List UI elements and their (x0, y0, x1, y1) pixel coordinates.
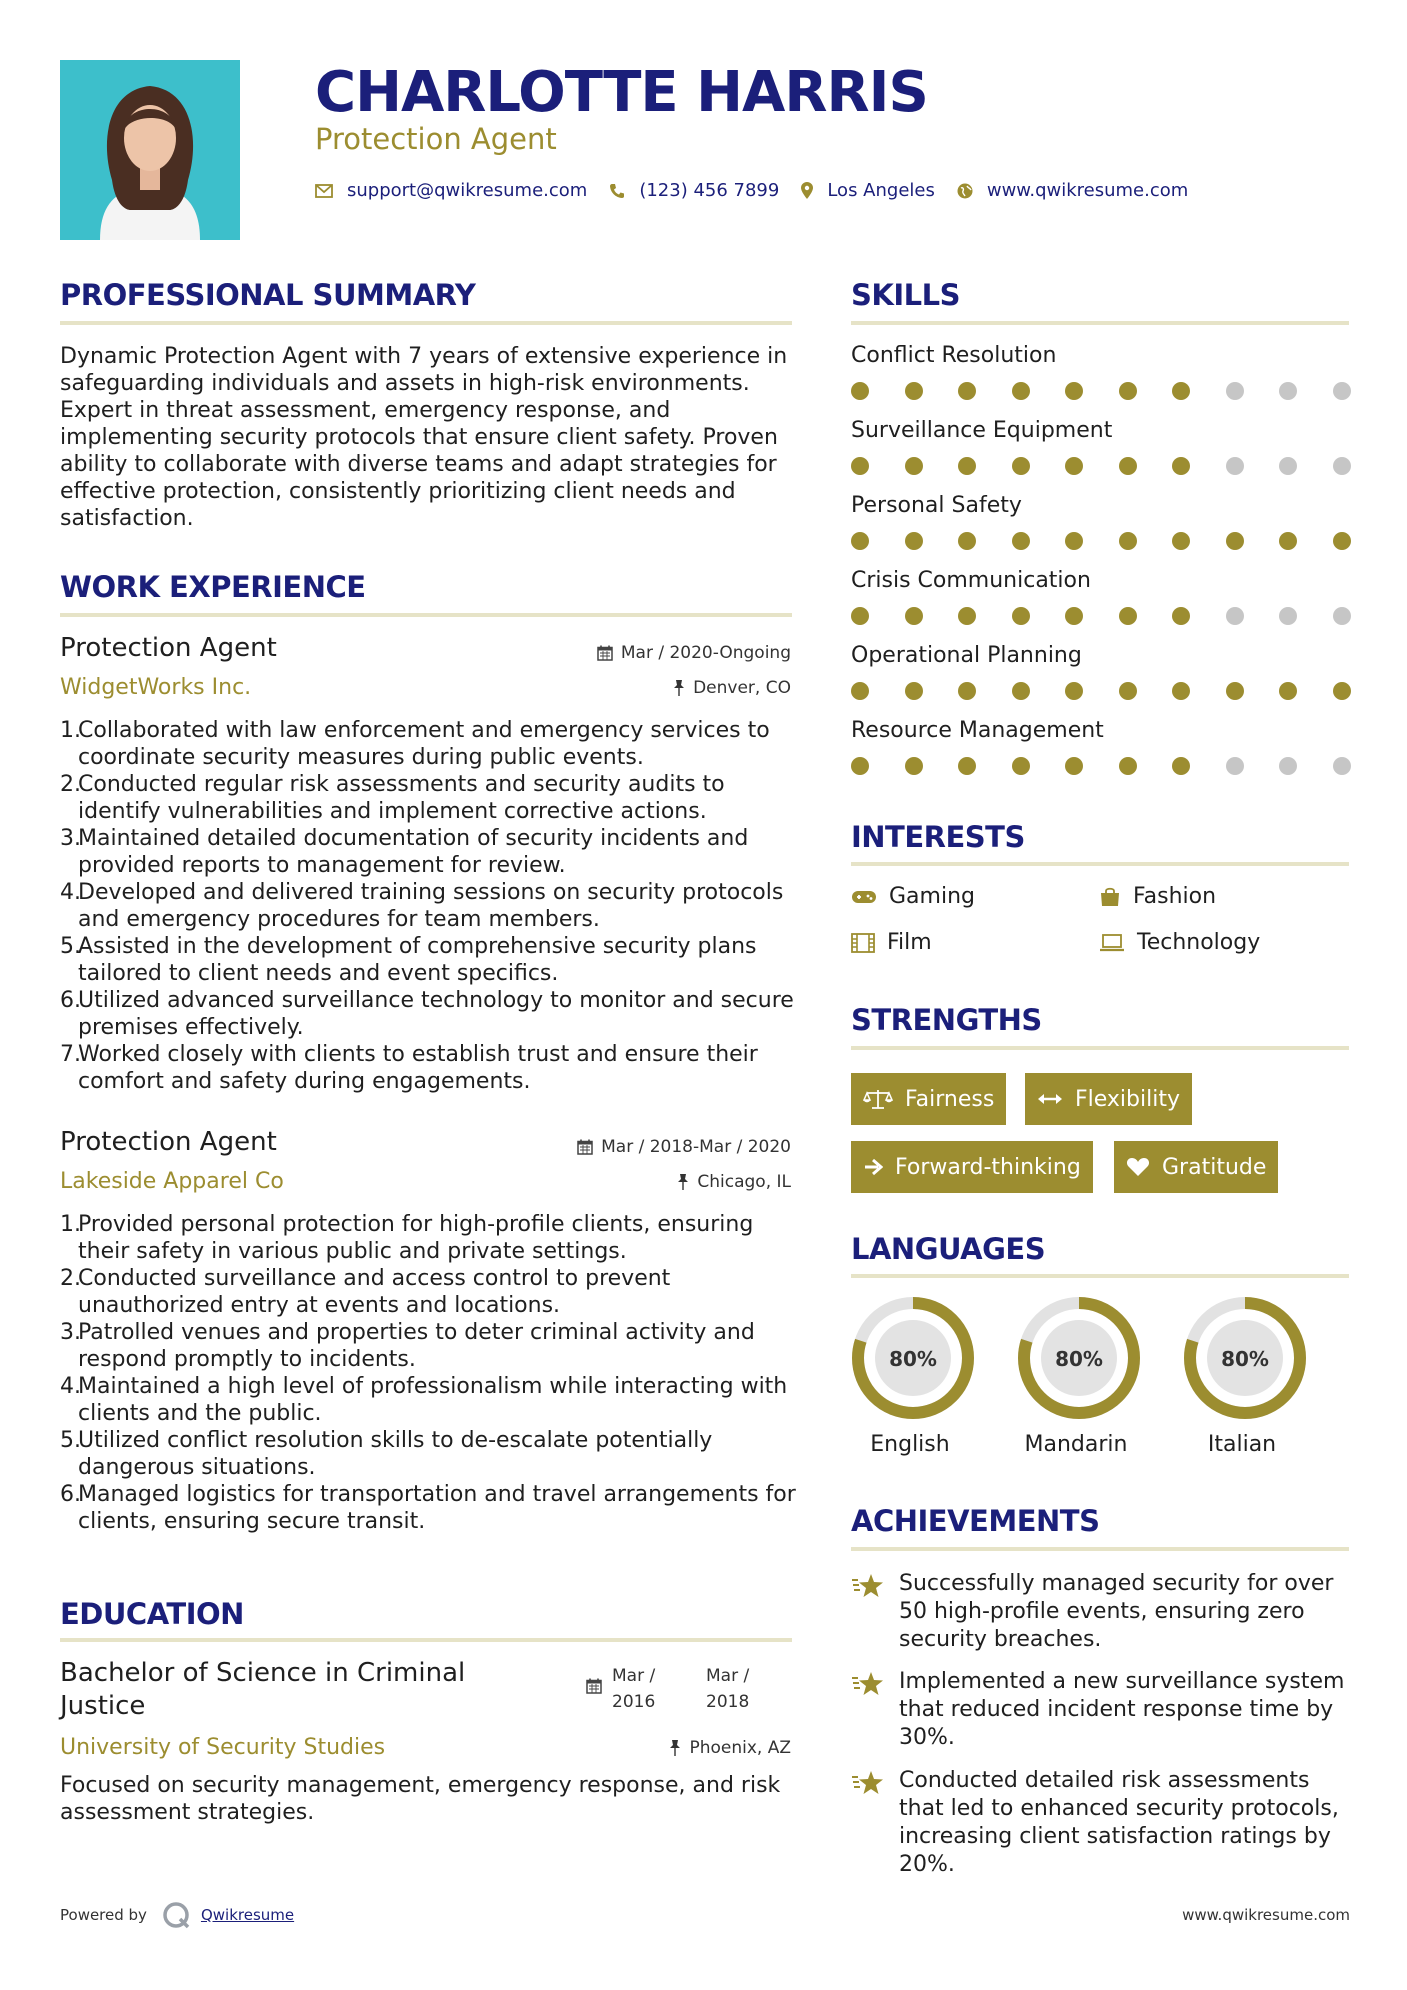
interests-heading: INTERESTS (851, 820, 1025, 854)
pushpin-icon (669, 1740, 681, 1756)
skill-dot (958, 682, 976, 700)
phone-text: (123) 456 7899 (639, 180, 780, 201)
skill-name: Crisis Communication (851, 568, 1091, 593)
languages-divider (851, 1274, 1349, 1278)
skill-rating (851, 607, 1351, 625)
skill-dot (1065, 682, 1083, 700)
skill-dot (1012, 382, 1030, 400)
skill-dot (1012, 457, 1030, 475)
skill-rating (851, 382, 1351, 400)
envelope-icon (315, 184, 333, 198)
end-month: Mar / (706, 1666, 750, 1686)
skill-dot (958, 607, 976, 625)
skill-dot (851, 757, 869, 775)
skill-dot (1119, 532, 1137, 550)
achievement-item (851, 1570, 1356, 1654)
job-2-company: Lakeside Apparel Co (60, 1169, 284, 1194)
skill-dot (905, 757, 923, 775)
education-heading: EDUCATION (60, 1597, 244, 1631)
skill-dot (851, 457, 869, 475)
education-location-text: Phoenix, AZ (689, 1738, 791, 1758)
calendar-icon (577, 1139, 593, 1155)
skill-dot (1279, 457, 1297, 475)
skill-dot (1172, 532, 1190, 550)
skill-dot (1279, 532, 1297, 550)
list-item: 3. Maintained detailed documentation of security incidents and provided reports to management for review. (60, 826, 749, 878)
interest-label: Film (887, 930, 932, 955)
contact-website[interactable] (957, 180, 1188, 201)
skill-dot (1065, 757, 1083, 775)
skill-dot (1333, 382, 1351, 400)
skill-dot (1012, 757, 1030, 775)
skill-dot (1172, 382, 1190, 400)
achievements-heading: ACHIEVEMENTS (851, 1504, 1100, 1538)
education-dates (586, 1663, 749, 1715)
website-text: www.qwikresume.com (986, 180, 1189, 201)
list-item: 1. Collaborated with law enforcement and emergency services to coordinate security measures during public events. (60, 718, 770, 770)
achievement-item (851, 1767, 1356, 1879)
skill-dot (905, 682, 923, 700)
skill-name: Personal Safety (851, 493, 1022, 518)
phone-icon (609, 183, 625, 199)
skill-dot (851, 682, 869, 700)
skill-rating (851, 457, 1351, 475)
skill-dot (1012, 607, 1030, 625)
education-location (669, 1738, 791, 1758)
list-item: 4. Maintained a high level of professionalism while interacting with clients and the public. (60, 1374, 788, 1426)
skill-dot (958, 457, 976, 475)
strength-label: Gratitude (1162, 1154, 1267, 1180)
work-divider (60, 613, 792, 617)
arrow-right-icon (863, 1158, 883, 1176)
job-2-location (677, 1172, 791, 1192)
list-item: 7. Worked closely with clients to establish trust and ensure their comfort and safety during engagements. (60, 1042, 758, 1094)
job-2-title: Protection Agent (60, 1127, 277, 1157)
skill-name: Resource Management (851, 718, 1104, 743)
achievement-text: Implemented a new surveillance system that reduced incident response time by 30%. (899, 1669, 1345, 1750)
gamepad-icon (851, 889, 877, 905)
skill-dot (1279, 682, 1297, 700)
skill-dot (851, 607, 869, 625)
interest-technology (1099, 930, 1260, 955)
strength-tag-gratitude (1114, 1141, 1278, 1193)
candidate-name: CHARLOTTE HARRIS (315, 60, 928, 125)
strength-label: Flexibility (1075, 1086, 1180, 1112)
skill-dot (1279, 757, 1297, 775)
skill-dot (905, 607, 923, 625)
skill-name: Operational Planning (851, 643, 1082, 668)
job-1-location (673, 678, 791, 698)
strength-label: Fairness (905, 1086, 995, 1112)
interests-divider (851, 862, 1349, 866)
map-marker-icon (801, 182, 813, 199)
list-item: 1. Provided personal protection for high-profile clients, ensuring their safety in various public and private settings. (60, 1212, 754, 1264)
list-item: 2. Conducted surveillance and access control to prevent unauthorized entry at events and locations. (60, 1266, 671, 1318)
skill-dot (958, 532, 976, 550)
skill-rating (851, 532, 1351, 550)
list-item: 4. Developed and delivered training sessions on security protocols and emergency procedures for team members. (60, 880, 784, 932)
contact-bar (315, 180, 1210, 201)
skill-dot (1226, 607, 1244, 625)
strengths-heading: STRENGTHS (851, 1003, 1042, 1037)
strength-tag-fairness (851, 1073, 1006, 1125)
degree-line-1: Bachelor of Science in Criminal (60, 1658, 466, 1688)
skill-dot (1279, 607, 1297, 625)
balance-scale-icon (863, 1088, 893, 1110)
start-month: Mar / (612, 1666, 656, 1686)
skill-dot (1333, 682, 1351, 700)
job-1-title: Protection Agent (60, 633, 277, 663)
trophy-star-icon (851, 1769, 885, 1797)
skill-dot (851, 532, 869, 550)
skill-dot (1119, 682, 1137, 700)
language-ring-italian (1180, 1293, 1310, 1423)
job-1-dates-text: Mar / 2020-Ongoing (620, 643, 791, 663)
skill-dot (1172, 607, 1190, 625)
skill-dot (905, 457, 923, 475)
qwikresume-logo-icon (161, 1900, 191, 1930)
achievement-text: Conducted detailed risk assessments that led to enhanced security protocols, increasing client satisfaction ratings by 20%. (899, 1768, 1339, 1877)
skill-rating (851, 682, 1351, 700)
globe-icon (957, 183, 973, 199)
arrows-horizontal-icon (1037, 1092, 1063, 1106)
person-portrait-icon (60, 60, 240, 240)
skill-rating (851, 757, 1351, 775)
skill-dot (1119, 607, 1137, 625)
footer-website[interactable]: www.qwikresume.com (1182, 1906, 1350, 1924)
skill-dot (1065, 607, 1083, 625)
skill-dot (1119, 382, 1137, 400)
candidate-role: Protection Agent (315, 122, 557, 156)
start-year: 2016 (612, 1692, 656, 1712)
skill-dot (1279, 382, 1297, 400)
job-2-location-text: Chicago, IL (697, 1172, 791, 1192)
degree-line-2: Justice (60, 1691, 146, 1721)
skill-dot (1065, 532, 1083, 550)
powered-by-text: Powered by (60, 1906, 147, 1924)
list-item: 6. Managed logistics for transportation and travel arrangements for clients, ensuring secure transit. (60, 1482, 796, 1534)
languages-heading: LANGUAGES (851, 1232, 1046, 1266)
job-1-bullets (60, 717, 800, 1095)
skill-dot (1172, 682, 1190, 700)
laptop-icon (1099, 934, 1125, 952)
language-ring-mandarin (1014, 1293, 1144, 1423)
skill-dot (1119, 757, 1137, 775)
contact-email[interactable] (315, 180, 587, 201)
end-year: 2018 (706, 1692, 750, 1712)
skill-dot (1333, 532, 1351, 550)
language-name: English (870, 1432, 950, 1457)
contact-location (801, 180, 935, 201)
skill-dot (1333, 607, 1351, 625)
shopping-bag-icon (1099, 887, 1121, 907)
skill-dot (958, 382, 976, 400)
skills-heading: SKILLS (851, 278, 960, 312)
interest-label: Gaming (889, 884, 975, 909)
qwikresume-link[interactable]: Qwikresume (200, 1906, 295, 1924)
strength-label: Forward-thinking (895, 1154, 1081, 1180)
skill-dot (1065, 382, 1083, 400)
skill-dot (958, 757, 976, 775)
trophy-star-icon (851, 1572, 885, 1600)
heart-icon (1126, 1157, 1150, 1177)
strength-tag-forward-thinking (851, 1141, 1093, 1193)
skill-dot (905, 532, 923, 550)
film-icon (851, 933, 875, 953)
contact-phone[interactable] (609, 180, 779, 201)
work-heading: WORK EXPERIENCE (60, 570, 366, 604)
interest-label: Technology (1137, 930, 1261, 955)
skill-name: Conflict Resolution (851, 343, 1057, 368)
skill-dot (1226, 532, 1244, 550)
language-percent: 80% (1221, 1347, 1269, 1371)
achievements-divider (851, 1547, 1349, 1551)
list-item: 5. Utilized conflict resolution skills to de-escalate potentially dangerous situations. (60, 1428, 713, 1480)
summary-heading: PROFESSIONAL SUMMARY (60, 278, 476, 312)
list-item: 2. Conducted regular risk assessments and security audits to identify vulnerabilities and implement corrective actions. (60, 772, 725, 824)
list-item: 5. Assisted in the development of comprehensive security plans tailored to client needs and event specifics. (60, 934, 757, 986)
interest-fashion (1099, 884, 1216, 909)
skill-dot (1065, 457, 1083, 475)
school-name: University of Security Studies (60, 1735, 386, 1760)
skill-dot (1226, 457, 1244, 475)
pushpin-icon (677, 1174, 689, 1190)
skill-dot (1119, 457, 1137, 475)
education-divider (60, 1638, 792, 1642)
achievement-item (851, 1668, 1356, 1752)
skill-dot (1012, 682, 1030, 700)
strength-tag-flexibility (1025, 1073, 1192, 1125)
job-2-dates (577, 1137, 791, 1157)
skills-divider (851, 321, 1349, 325)
language-percent: 80% (889, 1347, 937, 1371)
language-ring-english (848, 1293, 978, 1423)
skill-dot (1333, 457, 1351, 475)
interest-label: Fashion (1133, 884, 1217, 909)
calendar-icon (597, 645, 613, 661)
skill-dot (1226, 757, 1244, 775)
skill-name: Surveillance Equipment (851, 418, 1113, 443)
job-1-company: WidgetWorks Inc. (60, 675, 252, 700)
summary-text: Dynamic Protection Agent with 7 years of extensive experience in safeguarding individuals and assets in high-risk environments. Expert in threat assessment, emergency response, and implementing security protocols that ensure client safety. Proven ability to collaborate with diverse teams and adapt strategies for effective protection, consistently prioritizing client needs and satisfaction. (60, 344, 788, 531)
language-name: Italian (1207, 1432, 1277, 1457)
profile-photo (60, 60, 240, 240)
language-percent: 80% (1055, 1347, 1103, 1371)
strengths-divider (851, 1046, 1349, 1050)
pushpin-icon (673, 680, 685, 696)
list-item: 6. Utilized advanced surveillance technology to monitor and secure premises effectively. (60, 988, 794, 1040)
location-text: Los Angeles (827, 180, 935, 201)
skill-dot (1172, 457, 1190, 475)
skill-dot (1226, 382, 1244, 400)
interest-gaming (851, 884, 975, 909)
job-1-location-text: Denver, CO (693, 678, 791, 698)
language-name: Mandarin (1024, 1432, 1128, 1457)
job-2-dates-text: Mar / 2018-Mar / 2020 (601, 1137, 791, 1157)
job-2-bullets (60, 1211, 800, 1535)
summary-divider (60, 321, 792, 325)
skill-dot (905, 382, 923, 400)
skill-dot (1172, 757, 1190, 775)
trophy-star-icon (851, 1670, 885, 1698)
skill-dot (1012, 532, 1030, 550)
achievement-text: Successfully managed security for over 50 high-profile events, ensuring zero security breaches. (899, 1571, 1334, 1652)
skill-dot (1226, 682, 1244, 700)
list-item: 3. Patrolled venues and properties to deter criminal activity and respond promptly to incidents. (60, 1320, 755, 1372)
calendar-icon (586, 1678, 602, 1694)
job-1-dates (597, 643, 791, 663)
footer-powered-by (60, 1900, 294, 1930)
skill-dot (1333, 757, 1351, 775)
email-text: support@qwikresume.com (347, 180, 588, 201)
education-text: Focused on security management, emergency response, and risk assessment strategies. (60, 1773, 781, 1825)
skill-dot (851, 382, 869, 400)
interest-film (851, 930, 932, 955)
